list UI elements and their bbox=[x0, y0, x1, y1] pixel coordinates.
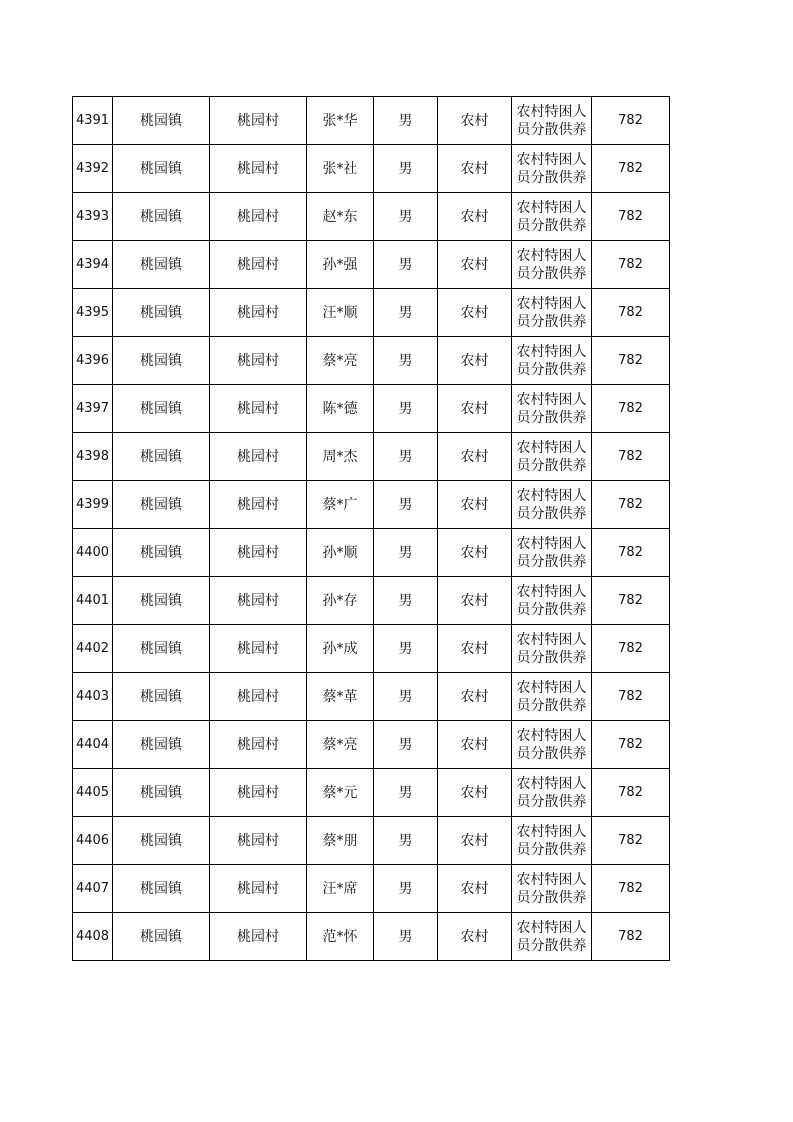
village-cell: 桃园村 bbox=[210, 529, 307, 577]
town-cell: 桃园镇 bbox=[113, 913, 210, 961]
category-cell bbox=[512, 721, 592, 769]
category-cell bbox=[512, 241, 592, 289]
town-cell: 桃园镇 bbox=[113, 289, 210, 337]
table-row bbox=[73, 673, 670, 721]
residence-cell: 农村 bbox=[438, 673, 512, 721]
residence-cell: 农村 bbox=[438, 193, 512, 241]
row-number-cell: 4395 bbox=[73, 289, 113, 337]
name-cell: 孙*顺 bbox=[307, 529, 374, 577]
name-cell: 蔡*元 bbox=[307, 769, 374, 817]
category-line-1: 农村特困人 bbox=[516, 631, 587, 648]
amount-cell: 782 bbox=[592, 673, 670, 721]
residence-cell: 农村 bbox=[438, 481, 512, 529]
gender-cell: 男 bbox=[374, 241, 438, 289]
village-cell: 桃园村 bbox=[210, 193, 307, 241]
category-line-1: 农村特困人 bbox=[516, 439, 587, 456]
category-cell bbox=[512, 97, 592, 145]
category-line-1: 农村特困人 bbox=[516, 343, 587, 360]
town-cell: 桃园镇 bbox=[113, 385, 210, 433]
category-line-2: 员分散供养 bbox=[516, 745, 587, 762]
category-line-1: 农村特困人 bbox=[516, 103, 587, 120]
table-row bbox=[73, 625, 670, 673]
residence-cell: 农村 bbox=[438, 529, 512, 577]
residence-cell: 农村 bbox=[438, 865, 512, 913]
category-line-2: 员分散供养 bbox=[516, 937, 587, 954]
table-row bbox=[73, 145, 670, 193]
category-cell bbox=[512, 673, 592, 721]
category-line-2: 员分散供养 bbox=[516, 265, 587, 282]
residence-cell: 农村 bbox=[438, 241, 512, 289]
table-row bbox=[73, 193, 670, 241]
table-row bbox=[73, 577, 670, 625]
gender-cell: 男 bbox=[374, 577, 438, 625]
category-cell bbox=[512, 145, 592, 193]
category-cell bbox=[512, 529, 592, 577]
residence-cell: 农村 bbox=[438, 289, 512, 337]
category-line-1: 农村特困人 bbox=[516, 247, 587, 264]
town-cell: 桃园镇 bbox=[113, 673, 210, 721]
village-cell: 桃园村 bbox=[210, 337, 307, 385]
category-cell bbox=[512, 385, 592, 433]
residence-cell: 农村 bbox=[438, 625, 512, 673]
row-number-cell: 4405 bbox=[73, 769, 113, 817]
category-line-1: 农村特困人 bbox=[516, 823, 587, 840]
amount-cell: 782 bbox=[592, 913, 670, 961]
name-cell: 蔡*革 bbox=[307, 673, 374, 721]
category-line-2: 员分散供养 bbox=[516, 601, 587, 618]
village-cell: 桃园村 bbox=[210, 673, 307, 721]
row-number-cell: 4400 bbox=[73, 529, 113, 577]
name-cell: 张*社 bbox=[307, 145, 374, 193]
town-cell: 桃园镇 bbox=[113, 577, 210, 625]
category-line-2: 员分散供养 bbox=[516, 649, 587, 666]
table-row bbox=[73, 337, 670, 385]
residence-cell: 农村 bbox=[438, 817, 512, 865]
table-row bbox=[73, 289, 670, 337]
category-line-2: 员分散供养 bbox=[516, 217, 587, 234]
table-row bbox=[73, 865, 670, 913]
residence-cell: 农村 bbox=[438, 385, 512, 433]
town-cell: 桃园镇 bbox=[113, 817, 210, 865]
row-number-cell: 4394 bbox=[73, 241, 113, 289]
residence-cell: 农村 bbox=[438, 97, 512, 145]
category-line-1: 农村特困人 bbox=[516, 151, 587, 168]
gender-cell: 男 bbox=[374, 673, 438, 721]
village-cell: 桃园村 bbox=[210, 913, 307, 961]
category-line-2: 员分散供养 bbox=[516, 889, 587, 906]
table-row bbox=[73, 241, 670, 289]
category-line-2: 员分散供养 bbox=[516, 361, 587, 378]
row-number-cell: 4397 bbox=[73, 385, 113, 433]
name-cell: 蔡*亮 bbox=[307, 721, 374, 769]
gender-cell: 男 bbox=[374, 145, 438, 193]
village-cell: 桃园村 bbox=[210, 433, 307, 481]
row-number-cell: 4401 bbox=[73, 577, 113, 625]
name-cell: 孙*强 bbox=[307, 241, 374, 289]
amount-cell: 782 bbox=[592, 433, 670, 481]
category-line-1: 农村特困人 bbox=[516, 727, 587, 744]
category-line-2: 员分散供养 bbox=[516, 313, 587, 330]
category-cell bbox=[512, 337, 592, 385]
category-line-2: 员分散供养 bbox=[516, 553, 587, 570]
row-number-cell: 4396 bbox=[73, 337, 113, 385]
row-number-cell: 4408 bbox=[73, 913, 113, 961]
row-number-cell: 4399 bbox=[73, 481, 113, 529]
residence-cell: 农村 bbox=[438, 145, 512, 193]
amount-cell: 782 bbox=[592, 529, 670, 577]
town-cell: 桃园镇 bbox=[113, 721, 210, 769]
gender-cell: 男 bbox=[374, 913, 438, 961]
category-line-2: 员分散供养 bbox=[516, 505, 587, 522]
amount-cell: 782 bbox=[592, 481, 670, 529]
table-row bbox=[73, 529, 670, 577]
town-cell: 桃园镇 bbox=[113, 241, 210, 289]
table-row bbox=[73, 769, 670, 817]
village-cell: 桃园村 bbox=[210, 769, 307, 817]
village-cell: 桃园村 bbox=[210, 721, 307, 769]
category-line-2: 员分散供养 bbox=[516, 457, 587, 474]
row-number-cell: 4393 bbox=[73, 193, 113, 241]
row-number-cell: 4398 bbox=[73, 433, 113, 481]
category-line-1: 农村特困人 bbox=[516, 391, 587, 408]
name-cell: 蔡*广 bbox=[307, 481, 374, 529]
village-cell: 桃园村 bbox=[210, 289, 307, 337]
category-cell bbox=[512, 193, 592, 241]
category-line-1: 农村特困人 bbox=[516, 871, 587, 888]
amount-cell: 782 bbox=[592, 145, 670, 193]
category-line-1: 农村特困人 bbox=[516, 775, 587, 792]
amount-cell: 782 bbox=[592, 769, 670, 817]
category-line-2: 员分散供养 bbox=[516, 409, 587, 426]
gender-cell: 男 bbox=[374, 865, 438, 913]
name-cell: 范*怀 bbox=[307, 913, 374, 961]
town-cell: 桃园镇 bbox=[113, 481, 210, 529]
amount-cell: 782 bbox=[592, 865, 670, 913]
row-number-cell: 4391 bbox=[73, 97, 113, 145]
residence-cell: 农村 bbox=[438, 913, 512, 961]
gender-cell: 男 bbox=[374, 769, 438, 817]
village-cell: 桃园村 bbox=[210, 481, 307, 529]
gender-cell: 男 bbox=[374, 481, 438, 529]
category-line-2: 员分散供养 bbox=[516, 169, 587, 186]
town-cell: 桃园镇 bbox=[113, 337, 210, 385]
town-cell: 桃园镇 bbox=[113, 97, 210, 145]
name-cell: 张*华 bbox=[307, 97, 374, 145]
village-cell: 桃园村 bbox=[210, 817, 307, 865]
amount-cell: 782 bbox=[592, 721, 670, 769]
town-cell: 桃园镇 bbox=[113, 769, 210, 817]
town-cell: 桃园镇 bbox=[113, 145, 210, 193]
name-cell: 孙*存 bbox=[307, 577, 374, 625]
name-cell: 周*杰 bbox=[307, 433, 374, 481]
village-cell: 桃园村 bbox=[210, 385, 307, 433]
gender-cell: 男 bbox=[374, 721, 438, 769]
gender-cell: 男 bbox=[374, 337, 438, 385]
name-cell: 陈*德 bbox=[307, 385, 374, 433]
amount-cell: 782 bbox=[592, 337, 670, 385]
category-line-2: 员分散供养 bbox=[516, 841, 587, 858]
category-line-1: 农村特困人 bbox=[516, 583, 587, 600]
category-line-1: 农村特困人 bbox=[516, 919, 587, 936]
row-number-cell: 4404 bbox=[73, 721, 113, 769]
category-cell bbox=[512, 817, 592, 865]
residence-cell: 农村 bbox=[438, 337, 512, 385]
category-cell bbox=[512, 289, 592, 337]
category-cell bbox=[512, 577, 592, 625]
town-cell: 桃园镇 bbox=[113, 529, 210, 577]
table-row bbox=[73, 481, 670, 529]
category-line-1: 农村特困人 bbox=[516, 295, 587, 312]
row-number-cell: 4407 bbox=[73, 865, 113, 913]
category-line-1: 农村特困人 bbox=[516, 679, 587, 696]
amount-cell: 782 bbox=[592, 241, 670, 289]
name-cell: 蔡*朋 bbox=[307, 817, 374, 865]
table-row bbox=[73, 913, 670, 961]
table-row bbox=[73, 385, 670, 433]
village-cell: 桃园村 bbox=[210, 577, 307, 625]
row-number-cell: 4403 bbox=[73, 673, 113, 721]
category-line-1: 农村特困人 bbox=[516, 535, 587, 552]
residence-cell: 农村 bbox=[438, 769, 512, 817]
gender-cell: 男 bbox=[374, 433, 438, 481]
row-number-cell: 4406 bbox=[73, 817, 113, 865]
residence-cell: 农村 bbox=[438, 721, 512, 769]
row-number-cell: 4402 bbox=[73, 625, 113, 673]
table-row bbox=[73, 433, 670, 481]
amount-cell: 782 bbox=[592, 577, 670, 625]
name-cell: 赵*东 bbox=[307, 193, 374, 241]
category-line-2: 员分散供养 bbox=[516, 121, 587, 138]
village-cell: 桃园村 bbox=[210, 625, 307, 673]
category-cell bbox=[512, 481, 592, 529]
category-cell bbox=[512, 769, 592, 817]
gender-cell: 男 bbox=[374, 385, 438, 433]
amount-cell: 782 bbox=[592, 289, 670, 337]
category-line-2: 员分散供养 bbox=[516, 697, 587, 714]
category-cell bbox=[512, 625, 592, 673]
name-cell: 汪*顺 bbox=[307, 289, 374, 337]
amount-cell: 782 bbox=[592, 385, 670, 433]
town-cell: 桃园镇 bbox=[113, 625, 210, 673]
category-line-2: 员分散供养 bbox=[516, 793, 587, 810]
category-line-1: 农村特困人 bbox=[516, 199, 587, 216]
village-cell: 桃园村 bbox=[210, 241, 307, 289]
village-cell: 桃园村 bbox=[210, 97, 307, 145]
name-cell: 孙*成 bbox=[307, 625, 374, 673]
row-number-cell: 4392 bbox=[73, 145, 113, 193]
beneficiary-table bbox=[72, 96, 670, 961]
town-cell: 桃园镇 bbox=[113, 865, 210, 913]
gender-cell: 男 bbox=[374, 289, 438, 337]
village-cell: 桃园村 bbox=[210, 865, 307, 913]
category-cell bbox=[512, 913, 592, 961]
gender-cell: 男 bbox=[374, 529, 438, 577]
table-row bbox=[73, 97, 670, 145]
category-line-1: 农村特困人 bbox=[516, 487, 587, 504]
gender-cell: 男 bbox=[374, 625, 438, 673]
gender-cell: 男 bbox=[374, 817, 438, 865]
gender-cell: 男 bbox=[374, 193, 438, 241]
village-cell: 桃园村 bbox=[210, 145, 307, 193]
name-cell: 汪*席 bbox=[307, 865, 374, 913]
amount-cell: 782 bbox=[592, 625, 670, 673]
residence-cell: 农村 bbox=[438, 433, 512, 481]
residence-cell: 农村 bbox=[438, 577, 512, 625]
category-cell bbox=[512, 865, 592, 913]
category-cell bbox=[512, 433, 592, 481]
amount-cell: 782 bbox=[592, 97, 670, 145]
name-cell: 蔡*亮 bbox=[307, 337, 374, 385]
table-body bbox=[73, 97, 670, 961]
table-row bbox=[73, 721, 670, 769]
gender-cell: 男 bbox=[374, 97, 438, 145]
amount-cell: 782 bbox=[592, 193, 670, 241]
town-cell: 桃园镇 bbox=[113, 433, 210, 481]
town-cell: 桃园镇 bbox=[113, 193, 210, 241]
amount-cell: 782 bbox=[592, 817, 670, 865]
table-row bbox=[73, 817, 670, 865]
